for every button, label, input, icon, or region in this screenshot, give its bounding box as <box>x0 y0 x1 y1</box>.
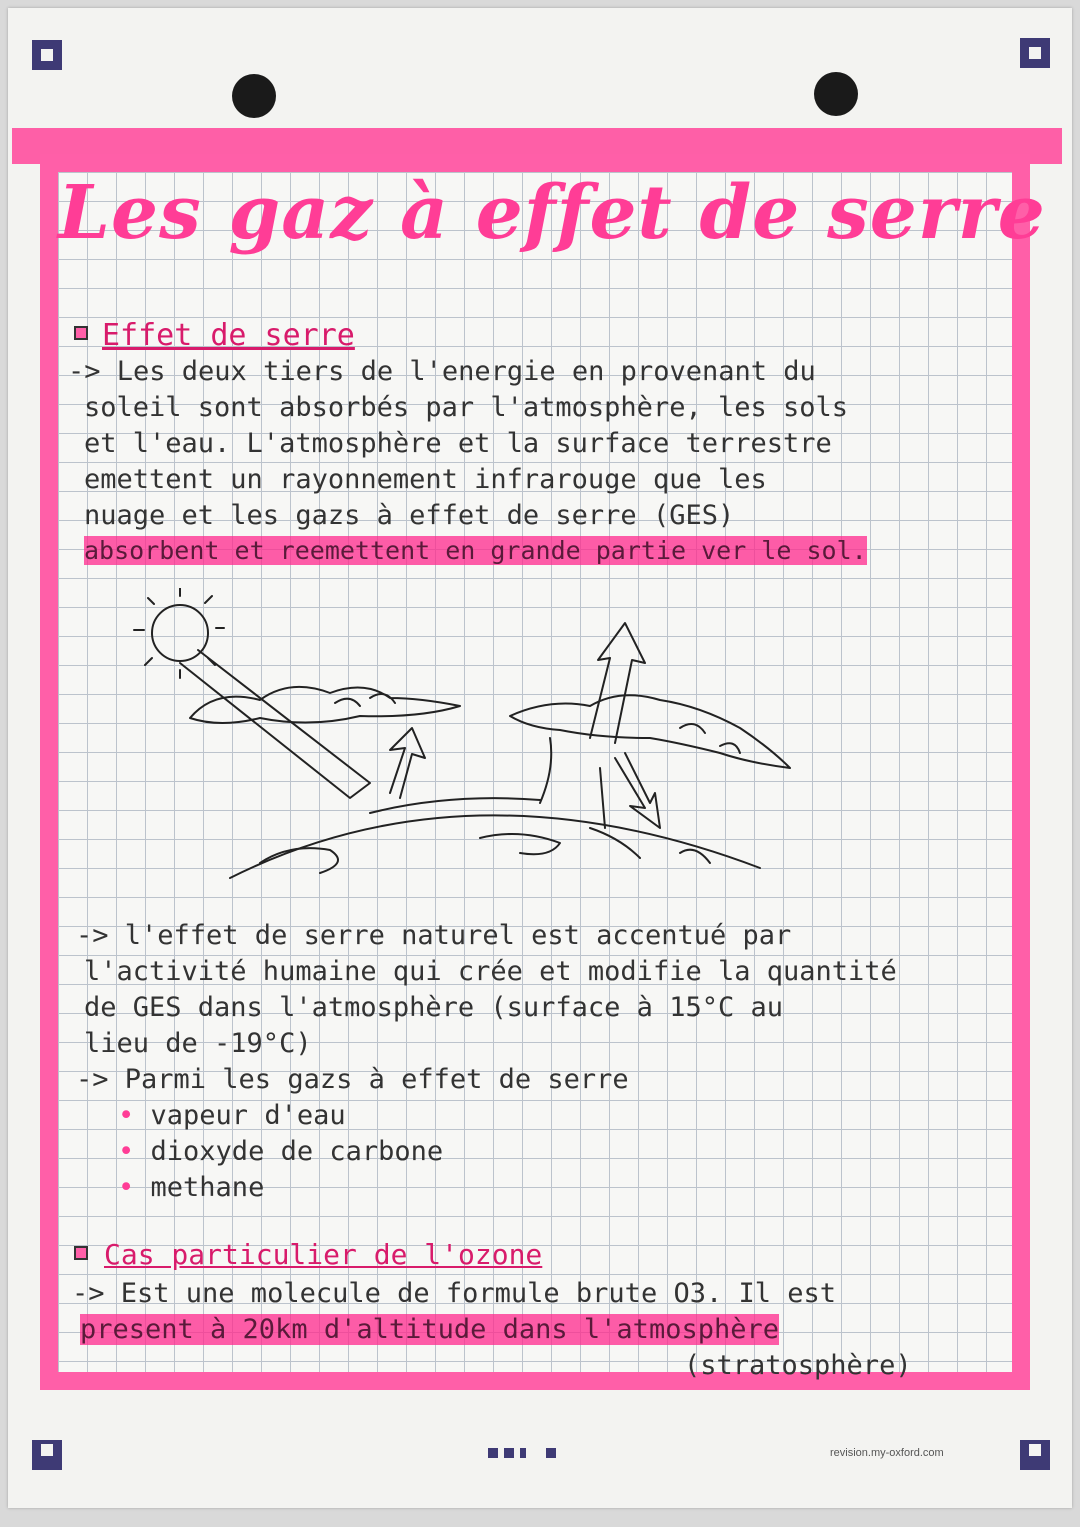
footer-url: revision.my-oxford.com <box>830 1447 944 1459</box>
section-heading-effet-de-serre: Effet de serre <box>102 318 355 353</box>
text-line: -> Est une molecule de formule brute O3. Il est <box>72 1278 837 1309</box>
text-line-highlighted: present à 20km d'altitude dans l'atmosphère <box>80 1314 779 1345</box>
greenhouse-effect-diagram <box>120 588 820 888</box>
text-line: l'activité humaine qui crée et modifie la quantité <box>84 956 897 987</box>
corner-mark-icon <box>1020 38 1050 68</box>
text-line: et l'eau. L'atmosphère et la surface terrestre <box>84 428 832 459</box>
text-line-highlighted: absorbent et reemettent en grande partie ver le sol. <box>84 536 867 565</box>
page-title: Les gaz à effet de serre <box>58 170 1046 256</box>
text-line-highlighted: -> l'effet de serre naturel est accentué par <box>76 920 792 951</box>
text-line: emettent un rayonnement infrarouge que les <box>84 464 767 495</box>
bullet-dot-icon: • <box>118 1136 135 1167</box>
sun-icon <box>134 588 224 678</box>
text-line: de GES dans l'atmosphère (surface à 15°C au <box>84 992 783 1023</box>
text-line: -> Les deux tiers de l'energie en provenant du <box>68 356 816 387</box>
list-item: • vapeur d'eau <box>118 1100 346 1131</box>
bullet-dot-icon: • <box>118 1100 135 1131</box>
corner-mark-icon <box>32 1440 62 1470</box>
text-line: lieu de -19°C) <box>84 1028 312 1059</box>
corner-mark-icon <box>32 40 62 70</box>
oxford-logo-icon <box>488 1448 556 1458</box>
binder-hole <box>232 74 276 118</box>
binder-hole <box>814 72 858 116</box>
list-item: • methane <box>118 1172 265 1203</box>
text-line: soleil sont absorbés par l'atmosphère, les sols <box>84 392 849 423</box>
corner-mark-icon <box>1020 1440 1050 1470</box>
text-line: (stratosphère) <box>684 1350 912 1381</box>
section-heading-ozone: Cas particulier de l'ozone <box>104 1238 543 1271</box>
text-line: nuage et les gazs à effet de serre (GES) <box>84 500 735 531</box>
section-bullet-icon <box>74 326 88 340</box>
text-line: -> Parmi les gazs à effet de serre <box>76 1064 629 1095</box>
list-item: • dioxyde de carbone <box>118 1136 444 1167</box>
bullet-dot-icon: • <box>118 1172 135 1203</box>
section-bullet-icon <box>74 1246 88 1260</box>
